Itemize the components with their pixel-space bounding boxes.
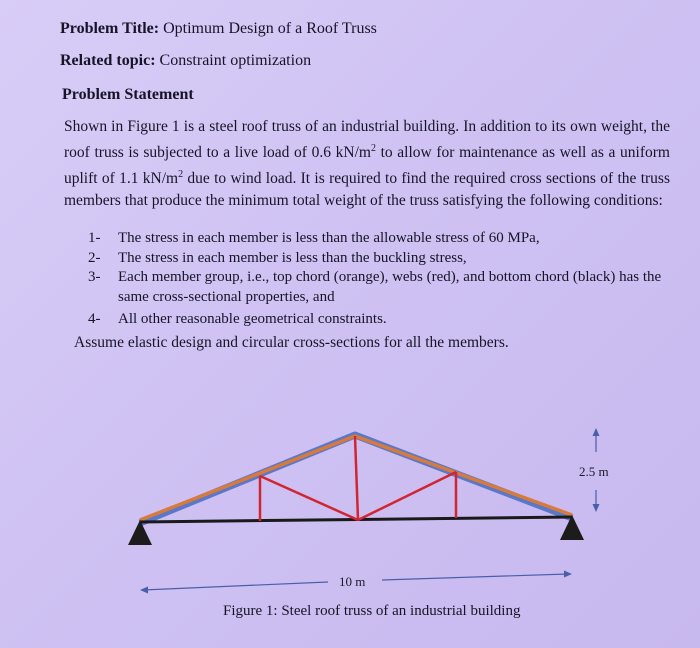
- span-arrow-right: [382, 574, 568, 580]
- statement-heading: Problem Statement: [62, 86, 194, 103]
- list-item: 4- All other reasonable geometrical constraints.: [88, 311, 387, 327]
- figure-caption: Figure 1: Steel roof truss of an industrial building: [223, 603, 521, 619]
- right-support: [560, 515, 584, 540]
- height-arrowhead-up: [593, 428, 600, 436]
- span-arrowhead-right: [564, 571, 572, 578]
- height-arrowhead-down: [593, 504, 600, 512]
- list-item: 3- Each member group, i.e., top chord (orange), webs (red), and bottom chord (black) has the same cross-sectional properties, and: [88, 269, 662, 305]
- span-arrow-left: [143, 582, 328, 590]
- closing-note: Assume elastic design and circular cross-sections for all the members.: [74, 334, 509, 351]
- webs: [260, 436, 456, 521]
- list-item: 1- The stress in each member is less than the allowable stress of 60 MPa,: [88, 230, 540, 246]
- web-diagonal-left: [260, 476, 358, 520]
- list-item: 2- The stress in each member is less than the buckling stress,: [88, 249, 467, 266]
- problem-statement: Shown in Figure 1 is a steel roof truss of an industrial building. In addition to its own weight, the roof truss is subjected to a live load of 0.6 $kN/m^2$ to allow for maintenance as well as a uniform uplift of 1.1 $kN/m^2$ due to wind load. It is required to find the required cross sections of the truss members that produce the minimum total weight of the truss satisfying the following conditions:: [64, 118, 670, 210]
- web-diagonal-right: [358, 472, 456, 520]
- problem-title: Problem Title: Optimum Design of a Roof Truss: [60, 20, 377, 37]
- span-label: 10 m: [339, 574, 366, 589]
- related-topic: Related topic: Constraint optimization: [60, 52, 312, 69]
- left-support: [128, 520, 152, 545]
- span-arrowhead-left: [140, 587, 148, 594]
- web-vertical-center: [355, 436, 358, 520]
- height-label: 2.5 m: [579, 464, 609, 479]
